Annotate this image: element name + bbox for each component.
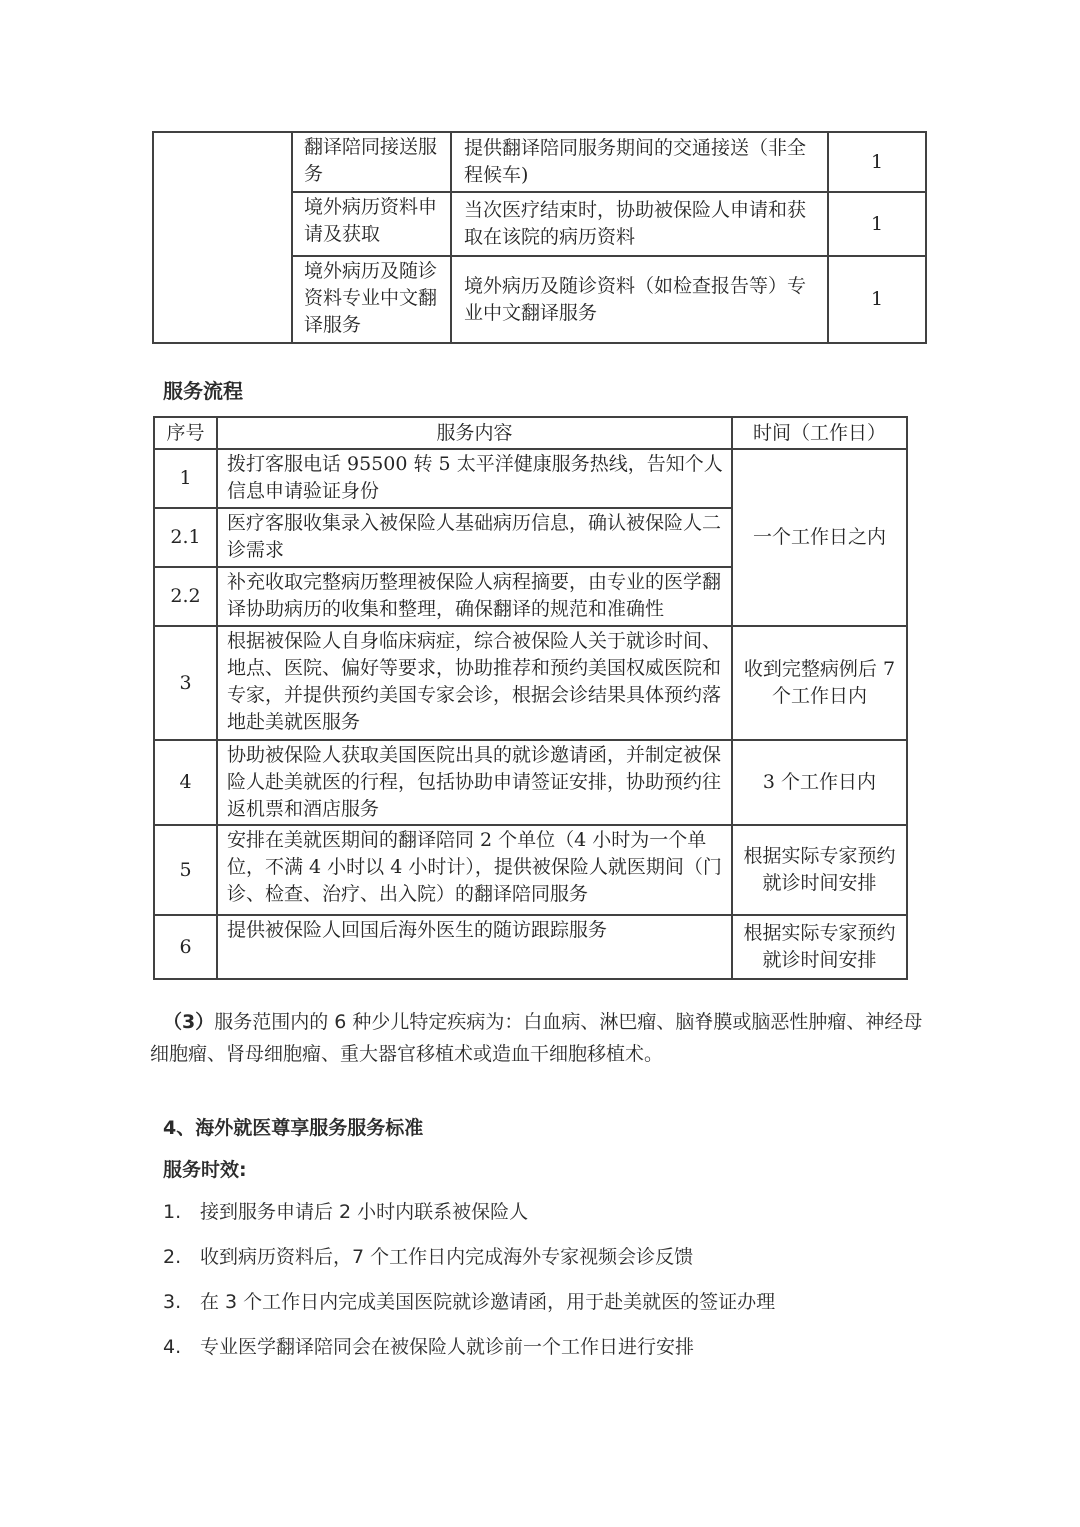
step-time: 收到完整病例后 7 个工作日内	[732, 626, 907, 740]
timeliness-subheading: 服务时效:	[163, 1159, 247, 1181]
step-content: 医疗客服收集录入被保险人基础病历信息，确认被保险人二诊需求	[217, 508, 732, 567]
table-row	[154, 449, 907, 508]
service-name-cell: 翻译陪同接送服务	[292, 132, 451, 192]
header-content: 服务内容	[217, 417, 732, 449]
list-item-text: 接到服务申请后 2 小时内联系被保险人	[200, 1201, 529, 1223]
service-desc-cell: 当次医疗结束时，协助被保险人申请和获取在该院的病历资料	[451, 192, 828, 256]
list-item-text: 收到病历资料后，7 个工作日内完成海外专家视频会诊反馈	[200, 1246, 694, 1268]
step-content: 根据被保险人自身临床病症，综合被保险人关于就诊时间、地点、医院、偏好等要求，协助推荐和预约美国权威医院和专家，并提供预约美国专家会诊，根据会诊结果具体预约落地赴美就医服务	[217, 626, 732, 740]
table-row	[154, 740, 907, 825]
service-count-cell: 1	[828, 256, 926, 343]
service-count-cell: 1	[828, 132, 926, 192]
list-item-number: 1.	[163, 1201, 182, 1223]
step-no: 2.2	[154, 567, 217, 626]
step-time: 3 个工作日内	[732, 740, 907, 825]
merged-empty-cell	[153, 132, 292, 343]
table-row	[153, 132, 926, 192]
list-item	[163, 1287, 963, 1317]
list-item	[163, 1242, 963, 1272]
step-content: 协助被保险人获取美国医院出具的就诊邀请函，并制定被保险人赴美就医的行程，包括协助申请签证安排，协助预约往返机票和酒店服务	[217, 740, 732, 825]
step-no: 4	[154, 740, 217, 825]
step-time: 根据实际专家预约就诊时间安排	[732, 915, 907, 979]
list-item-number: 3.	[163, 1291, 182, 1313]
service-items-table	[152, 131, 927, 344]
step-no: 5	[154, 825, 217, 915]
step-no: 6	[154, 915, 217, 979]
list-item	[163, 1197, 963, 1227]
step-time: 一个工作日之内	[732, 449, 907, 626]
list-item-text: 专业医学翻译陪同会在被保险人就诊前一个工作日进行安排	[200, 1336, 695, 1358]
table-header-row	[154, 417, 907, 449]
list-item-number: 2.	[163, 1246, 182, 1268]
service-desc-cell: 提供翻译陪同服务期间的交通接送（非全程候车)	[451, 132, 828, 192]
step-content: 补充收取完整病历整理被保险人病程摘要，由专业的医学翻译协助病历的收集和整理，确保翻译的规范和准确性	[217, 567, 732, 626]
list-item	[163, 1332, 963, 1362]
process-section-heading: 服务流程	[163, 379, 243, 403]
step-time: 根据实际专家预约就诊时间安排	[732, 825, 907, 915]
timeliness-list	[163, 1197, 963, 1377]
step-content: 安排在美就医期间的翻译陪同 2 个单位（4 小时为一个单位，不满 4 小时以 4 小时计），提供被保险人就医期间（门诊、检查、治疗、出入院）的翻译陪同服务	[217, 825, 732, 915]
note-text: 服务范围内的 6 种少儿特定疾病为：白血病、淋巴瘤、脑脊膜或脑恶性肿瘤、神经母细胞瘤、肾母细胞瘤、重大器官移植术或造血干细胞移植术。	[150, 1011, 923, 1065]
step-content: 提供被保险人回国后海外医生的随访跟踪服务	[217, 915, 732, 979]
note-label: （3）	[163, 1011, 215, 1033]
list-item-text: 在 3 个工作日内完成美国医院就诊邀请函，用于赴美就医的签证办理	[200, 1291, 776, 1313]
header-time: 时间（工作日）	[732, 417, 907, 449]
header-no: 序号	[154, 417, 217, 449]
step-no: 3	[154, 626, 217, 740]
list-item-number: 4.	[163, 1336, 182, 1358]
service-name-cell: 境外病历资料申请及获取	[292, 192, 451, 256]
step-content: 拨打客服电话 95500 转 5 太平洋健康服务热线，告知个人信息申请验证身份	[217, 449, 732, 508]
table-row	[154, 626, 907, 740]
table-row	[154, 825, 907, 915]
note-paragraph	[150, 1006, 934, 1070]
service-name-cell: 境外病历及随诊资料专业中文翻译服务	[292, 256, 451, 343]
section4-heading: 4、海外就医尊享服务服务标准	[163, 1117, 424, 1139]
step-no: 1	[154, 449, 217, 508]
service-desc-cell: 境外病历及随诊资料（如检查报告等）专业中文翻译服务	[451, 256, 828, 343]
step-no: 2.1	[154, 508, 217, 567]
table-row	[154, 915, 907, 979]
service-count-cell: 1	[828, 192, 926, 256]
process-table	[153, 416, 908, 980]
